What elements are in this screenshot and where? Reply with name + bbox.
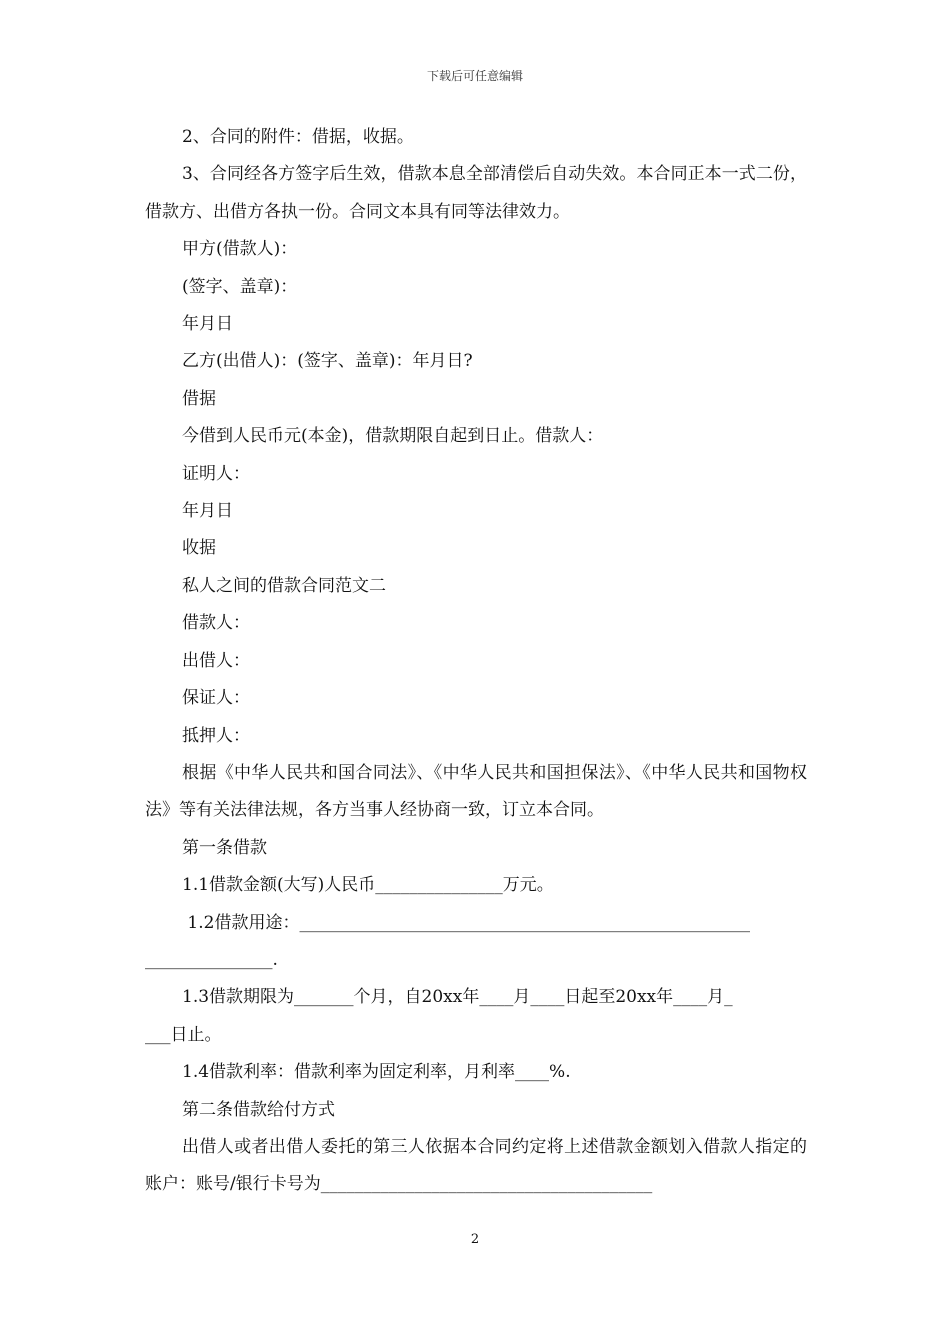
loan-term-continuation: ___日止。	[145, 1024, 222, 1045]
loan-purpose-line: 1.2借款用途：_____________________________________________________	[182, 912, 750, 933]
payment-method-paragraph: 出借人或者出借人委托的第三人依据本合同约定将上述借款金额划入借款人指定的账户：账号/银行卡号为_______________________________________	[145, 1136, 807, 1195]
loan-term-line: 1.3借款期限为_______个月，自20xx年____月____日起至20xx年____月_	[182, 987, 733, 1008]
loan-purpose-continuation: _______________.	[145, 949, 278, 970]
article-two-heading: 第二条借款给付方式	[182, 1099, 335, 1120]
legal-basis-paragraph: 根据《中华人民共和国合同法》、《中华人民共和国担保法》、《中华人民共和国物权法》等有关法律法规，各方当事人经协商一致，订立本合同。	[145, 762, 807, 821]
paragraph-effectiveness: 3、合同经各方签字后生效，借款本息全部清偿后自动失效。本合同正本一式二份，借款方、出借方各执一份。合同文本具有同等法律效力。	[145, 164, 807, 222]
iou-text: 今借到人民币元(本金)，借款期限自起到日止。借款人：	[182, 426, 604, 447]
article-one-heading: 第一条借款	[182, 837, 267, 858]
page-number: 2	[470, 1232, 480, 1247]
party-b-line: 乙方(出借人)：(签字、盖章)：年月日?	[182, 351, 473, 372]
date-label-2: 年月日	[182, 501, 233, 522]
signature-seal-label: (签字、盖章)：	[182, 276, 298, 297]
interest-rate-line: 1.4借款利率：借款利率为固定利率，月利率____%.	[182, 1062, 571, 1083]
borrower-label: 借款人：	[182, 613, 250, 634]
page-header: 下载后可任意编辑	[426, 69, 523, 83]
receipt-heading: 收据	[182, 538, 216, 559]
paragraph-attachments: 2、合同的附件：借据，收据。	[182, 127, 414, 147]
contract-two-title: 私人之间的借款合同范文二	[182, 575, 386, 596]
document-body	[145, 119, 807, 1204]
lender-label: 出借人：	[182, 650, 250, 671]
guarantor-label: 保证人：	[182, 688, 250, 709]
mortgagor-label: 抵押人：	[182, 725, 250, 746]
witness-label: 证明人：	[182, 463, 250, 484]
date-label: 年月日	[182, 314, 233, 335]
party-a-label: 甲方(借款人)：	[182, 239, 298, 260]
iou-heading: 借据	[182, 388, 216, 409]
loan-amount-line: 1.1借款金额(大写)人民币_______________万元。	[182, 875, 554, 896]
